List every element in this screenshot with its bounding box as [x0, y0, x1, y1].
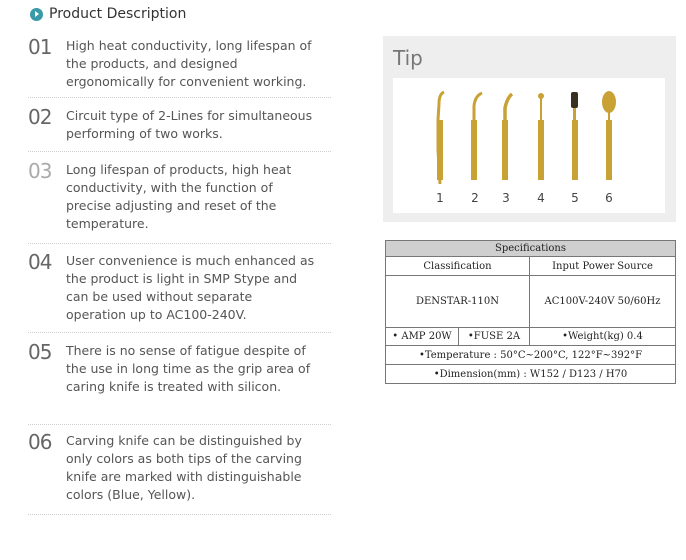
tip-number: 1	[436, 191, 444, 205]
feature-number: 01	[28, 35, 52, 59]
section-title: Product Description	[49, 6, 187, 22]
feature-number: 06	[28, 430, 52, 454]
spec-power-value: AC100V-240V 50/60Hz	[530, 276, 676, 328]
soldering-tip-3	[496, 90, 516, 186]
spec-dimension: •Dimension(mm) : W152 / D123 / H70	[386, 365, 676, 384]
feature-item-1	[28, 37, 331, 98]
spec-temperature: •Temperature : 50°C~200°C, 122°F~392°F	[386, 346, 676, 365]
feature-item-5	[28, 342, 331, 425]
spec-col-power: Input Power Source	[530, 257, 676, 276]
spec-amp: • AMP 20W	[386, 328, 459, 346]
feature-item-4	[28, 252, 331, 333]
feature-text: Carving knife can be distinguished by only colors as both tips of the carving knife are marked with distinguishable colors (Blue, Yellow).	[66, 433, 302, 502]
soldering-tip-4	[531, 90, 551, 186]
specifications-table	[385, 240, 676, 384]
tip-number: 5	[571, 191, 579, 205]
feature-text: Circuit type of 2-Lines for simultaneous performing of two works.	[66, 108, 313, 141]
spec-title: Specifications	[386, 241, 676, 257]
feature-text: Long lifespan of products, high heat conductivity, with the function of precise adjusting and reset of the temperature.	[66, 162, 292, 231]
tip-number: 3	[502, 191, 510, 205]
feature-text: High heat conductivity, long lifespan of the products, and designed ergonomically for convenient working.	[66, 38, 312, 89]
feature-text: There is no sense of fatigue despite of the use in long time as the grip area of caring knife is treated with silicon.	[66, 343, 311, 394]
tip-image	[393, 78, 665, 213]
section-header	[30, 6, 186, 22]
feature-number: 03	[28, 159, 52, 183]
tip-number: 2	[471, 191, 479, 205]
feature-text: User convenience is much enhanced as the product is light in SMP Stype and can be used without separate operation up to AC100-240V.	[66, 253, 315, 322]
feature-number: 04	[28, 250, 52, 274]
tip-panel	[383, 36, 676, 222]
spec-fuse: •FUSE 2A	[459, 328, 530, 346]
spec-model: DENSTAR-110N	[386, 276, 530, 328]
arrow-bullet-icon	[30, 8, 43, 21]
soldering-tip-5	[565, 90, 585, 186]
tip-heading: Tip	[393, 46, 423, 70]
feature-number: 02	[28, 105, 52, 129]
soldering-tip-6	[599, 90, 619, 186]
spec-col-classification: Classification	[386, 257, 530, 276]
feature-number: 05	[28, 340, 52, 364]
soldering-tip-1	[430, 90, 450, 186]
feature-item-2	[28, 107, 331, 152]
feature-item-3	[28, 161, 331, 244]
tip-number: 6	[605, 191, 613, 205]
spec-weight: •Weight(kg) 0.4	[530, 328, 676, 346]
soldering-tip-2	[465, 90, 485, 186]
tip-number: 4	[537, 191, 545, 205]
feature-item-6	[28, 432, 331, 515]
